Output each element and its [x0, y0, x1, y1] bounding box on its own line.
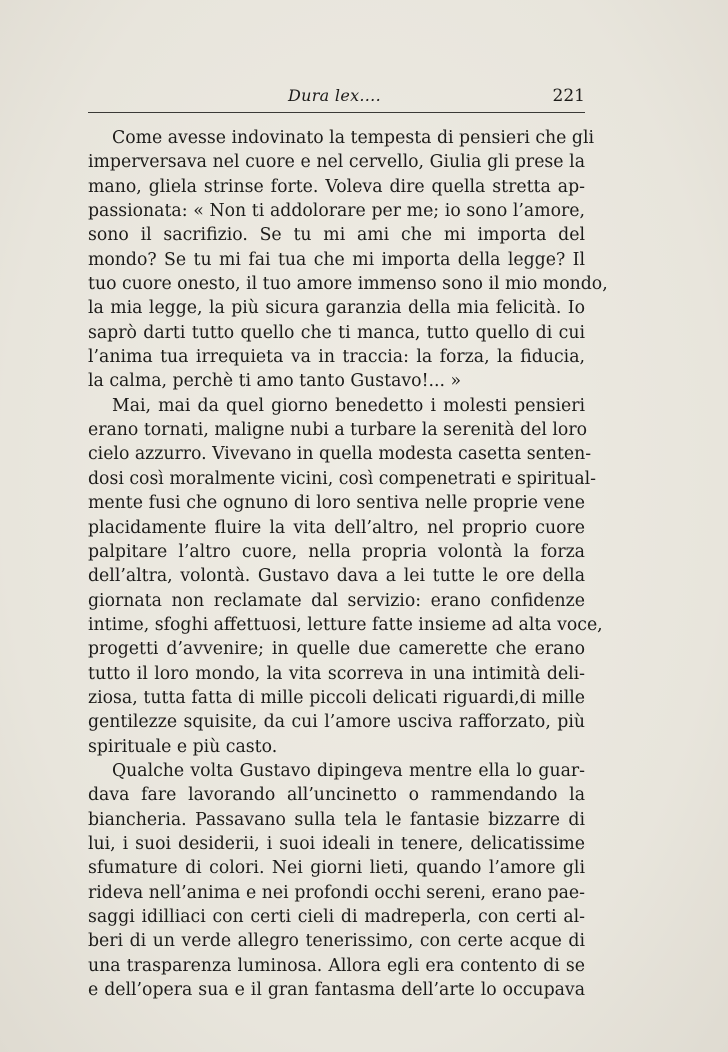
- text-line: intime, sfoghi affettuosi, letture fatte insieme ad alta voce,: [88, 614, 603, 635]
- text-line: sfumature di colori. Nei giorni lieti, quando l’amore gli: [88, 858, 585, 879]
- text-line: dosi così moralmente vicini, così compenetrati e spiritual-: [88, 468, 597, 489]
- text-line: lui, i suoi desiderii, i suoi ideali in tenere, delicatissime: [88, 833, 585, 854]
- body-text: [88, 126, 608, 1002]
- text-line: ziosa, tutta fatta di mille piccoli delicati riguardi,di mille: [88, 687, 585, 708]
- text-line: la calma, perchè ti amo tanto Gustavo!... »: [88, 371, 462, 392]
- text-line: tuo cuore onesto, il tuo amore immenso sono il mio mondo,: [88, 274, 608, 295]
- text-line: biancheria. Passavano sulla tela le fantasie bizzarre di: [88, 809, 585, 830]
- text-line: saggi idilliaci con certi cieli di madreperla, con certi al-: [88, 907, 585, 927]
- text-line: saprò darti tutto quello che ti manca, tutto quello di cui: [88, 322, 585, 343]
- text-line: mondo? Se tu mi fai tua che mi importa della legge? Il: [88, 249, 585, 270]
- text-line: l’anima tua irrequieta va in traccia: la forza, la fiducia,: [88, 347, 585, 368]
- text-line: rideva nell’anima e nei profondi occhi sereni, erano pae-: [88, 882, 585, 903]
- page-number: 221: [552, 86, 585, 106]
- text-line: sono il sacrifizio. Se tu mi ami che mi importa del: [88, 225, 585, 246]
- text-line: dell’altra, volontà. Gustavo dava a lei tutte le ore della: [88, 566, 585, 587]
- text-line: e dell’opera sua e il gran fantasma dell’arte lo occupava: [88, 980, 585, 1001]
- text-line: Mai, mai da quel giorno benedetto i molesti pensieri: [112, 395, 585, 416]
- text-line: Come avesse indovinato la tempesta di pensieri che gli: [112, 128, 595, 148]
- text-line: progetti d’avvenire; in quelle due camerette che erano: [88, 639, 585, 660]
- page-header: [88, 84, 585, 114]
- text-line: Qualche volta Gustavo dipingeva mentre ella lo guar-: [112, 760, 585, 781]
- text-line: passionata: « Non ti addolorare per me; io sono l’amore,: [88, 201, 585, 222]
- header-rule: [88, 112, 585, 113]
- text-line: tutto il loro mondo, la vita scorreva in una intimità deli-: [88, 663, 585, 684]
- text-line: imperversava nel cuore e nel cervello, Giulia gli prese la: [88, 152, 585, 173]
- text-line: palpitare l’altro cuore, nella propria volontà la forza: [88, 541, 585, 562]
- text-line: beri di un verde allegro tenerissimo, con certe acque di: [88, 931, 585, 952]
- text-line: mano, gliela strinse forte. Voleva dire quella stretta ap-: [88, 176, 585, 197]
- text-line: gentilezze squisite, da cui l’amore usciva rafforzato, più: [88, 712, 585, 733]
- running-title: Dura lex....: [288, 86, 381, 105]
- text-line: giornata non reclamate dal servizio: erano confidenze: [88, 590, 585, 611]
- text-line: la mia legge, la più sicura garanzia della mia felicità. Io: [88, 298, 585, 319]
- text-line: cielo azzurro. Vivevano in quella modesta casetta senten-: [88, 444, 592, 465]
- text-line: spirituale e più casto.: [88, 736, 278, 757]
- text-line: placidamente fluire la vita dell’altro, nel proprio cuore: [88, 517, 585, 538]
- text-line: dava fare lavorando all’uncinetto o rammendando la: [88, 785, 585, 806]
- text-line: una trasparenza luminosa. Allora egli era contento di se: [88, 955, 585, 976]
- text-line: mente fusi che ognuno di loro sentiva nelle proprie vene: [88, 493, 585, 514]
- text-line: erano tornati, maligne nubi a turbare la serenità del loro: [88, 420, 588, 441]
